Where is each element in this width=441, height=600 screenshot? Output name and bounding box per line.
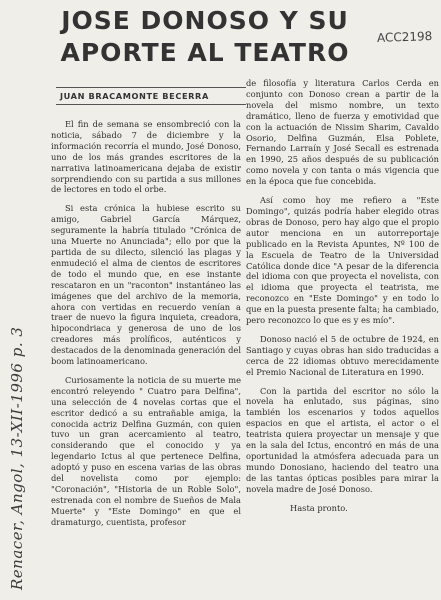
closing-line: Hasta pronto.: [290, 502, 348, 513]
handwritten-source-note: Renacer, Angol, 13-XII-1996 p. 3: [8, 326, 26, 590]
headline-line-1: JOSE DONOSO Y SU: [61, 6, 349, 35]
right-column: [246, 78, 439, 598]
headline-line-2: APORTE AL TEATRO: [60, 38, 350, 67]
paragraph: Con la partida del escritor no sólo la novela ha enlutado, sus páginas, sino también los escenarios y todos aquellos espacios en que el artista, el actor o el teatrista quiera proyectar un mensaje y que en la sala del Ictus, encontró en más de una oportunidad la atmósfera adecuada para un mundo Donosiano, haciendo del teatro una de las tantas ópticas posibles para mirar la novela madre de José Donoso.: [246, 385, 439, 494]
paragraph: Donoso nació el 5 de octubre de 1924, en Santiago y cuyas obras han sido traducidas a cerca de 22 idiomas obtuvo merecidamente el Premio Nacional de Literatura en 1990.: [246, 333, 439, 377]
paragraph: El fin de semana se ensombreció con la noticia, sábado 7 de diciembre y la información recorría el mundo, José Donoso, uno de los más grandes escritores de la narrativa latinoamericana dejaba de existir sorprendiendo con su partida a sus millones de lectores en todo el orbe.: [51, 119, 241, 195]
byline-top-rule: [56, 87, 246, 88]
left-column: [51, 119, 241, 597]
paragraph: Así como hoy me refiero a "Este Domingo", quizás podría haber elegido otras obras de Donoso, pero hay algo que el propio autor menciona en un autorreportaje publicado en la Revista Apuntes, Nº 100 de la Escuela de Teatro de la Universidad Católica donde dice "A pesar de la diferencia del idioma con que proyecta el novelista, con el idioma que proyecta el teatrista, me reconozco en "Este Domingo" y en todo lo que en la puesta presente falta; ha cambiado, pero reconozco lo que es y es mío".: [246, 195, 439, 326]
byline-bottom-rule: [56, 104, 246, 105]
paragraph: Si esta crónica la hubiese escrito su amigo, Gabriel García Márquez, seguramente la habría titulado "Crónica de una Muerte no Anunciada"; ello por que la partida de su dilecto, silenció las plagas y enmudeció el alma de cientos de escritores de todo el mundo que, en ese instante rescataron en un "raconton" instantáneo las imágenes que del archivo de la memoria, ahora con vertidas en recuerdo venían a traer de nuevo la figura inquieta, creadora, hipocondriaca y generosa de uno de los creadores más prolíficos, auténticos y destacados de la denominada generación del boom latinoamericano.: [51, 203, 241, 367]
byline: JUAN BRACAMONTE BECERRA: [60, 91, 209, 101]
paragraph: de filosofía y literatura Carlos Cerda en conjunto con Donoso crean a partir de la novela del mismo nombre, un texto dramático, lleno de fuerza y emotividad que con la actuación de Nissim Sharim, Cavaldo Osorio, Delfina Guzmán, Elsa Poblete, Fernando Larraín y José Secall es estrenada en 1990, 25 años después de su publicación como novela y con tanta o más vigencia que en la época que fue concebida.: [246, 78, 439, 187]
paragraph: Curiosamente la noticia de su muerte me encontró releyendo " Cuatro para Delfina", una selección de 4 novelas cortas que el escritor dedicó a su entrañable amiga, la conocida actriz Delfina Guzmán, con quien tuvo un gran acercamiento al teatro, considerando que el conocido y ya legendario Ictus al que pertenece Delfina, adoptó y puso en escena varias de las obras del novelista como por ejemplo: "Coronación", "Historia de un Roble Solo", estrenada con el nombre de Sueños de Mala Muerte" y "Este Domingo" en que el dramaturgo, cuentista, profesor: [51, 374, 241, 527]
archive-code: ACC2198: [376, 29, 433, 45]
